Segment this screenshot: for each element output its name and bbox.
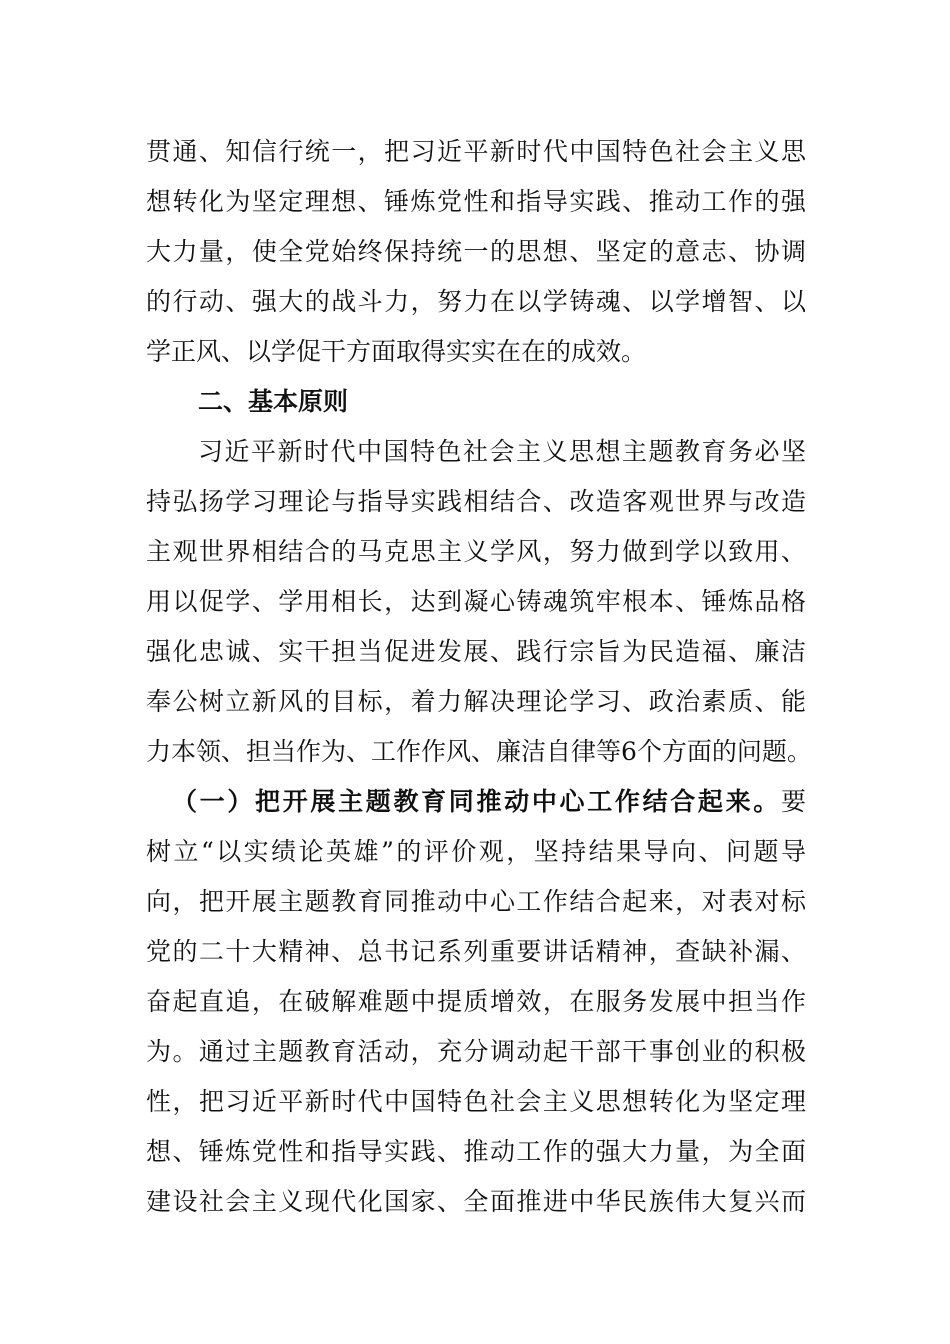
para2-line-4: 用以促学、学用相长，达到凝心铸魂筑牢根本、锤炼品格 [146,587,806,616]
para3-line-5: 奋起直追，在破解难题中提质增效，在服务发展中担当作 [146,987,806,1016]
para3-line-6: 为。通过主题教育活动，充分调动起干部干事创业的积极 [146,1037,806,1066]
para3-line-4: 党的二十大精神、总书记系列重要讲话精神，查缺补漏、 [146,937,806,966]
para1-line-5: 学正风、以学促干方面取得实实在在的成效。 [146,337,647,366]
para3-line-2: 树立“以实绩论英雄”的评价观，坚持结果导向、问题导 [146,837,806,866]
para1-line-4: 的行动、强大的战斗力，努力在以学铸魂、以学增智、以 [146,287,806,316]
para3-lead-rest: 要 [780,787,806,816]
para3-line-1 [146,777,806,827]
para2-line-1: 习近平新时代中国特色社会主义思想主题教育务必坚 [198,437,806,466]
para3-line-9: 建设社会主义现代化国家、全面推进中华民族伟大复兴而 [146,1187,806,1216]
document-body [146,127,812,1227]
para3-line-8: 想、锤炼党性和指导实践、推动工作的强大力量，为全面 [146,1137,806,1166]
para1-line-2: 想转化为坚定理想、锤炼党性和指导实践、推动工作的强 [146,187,806,216]
para2-line-2: 持弘扬学习理论与指导实践相结合、改造客观世界与改造 [146,487,806,516]
para3-line-7: 性，把习近平新时代中国特色社会主义思想转化为坚定理 [146,1087,806,1116]
para2-line-7: 力本领、担当作为、工作作风、廉洁自律等6个方面的问题。 [146,737,812,766]
para2-line-3: 主观世界相结合的马克思主义学风，努力做到学以致用、 [146,537,806,566]
para3-line-3: 向，把开展主题教育同推动中心工作结合起来，对表对标 [146,887,806,916]
para2-line-5: 强化忠诚、实干担当促进发展、践行宗旨为民造福、廉洁 [146,637,806,666]
para2-line-6: 奉公树立新风的目标，着力解决理论学习、政治素质、能 [146,687,806,716]
section-heading-basic-principles: 二、基本原则 [198,387,349,416]
para1-line-3: 大力量，使全党始终保持统一的思想、坚定的意志、协调 [146,237,806,266]
para1-line-1: 贯通、知信行统一，把习近平新时代中国特色社会主义思 [146,137,806,166]
subsection-heading-bold-lead: （一）把开展主题教育同推动中心工作结合起来。 [172,787,781,816]
